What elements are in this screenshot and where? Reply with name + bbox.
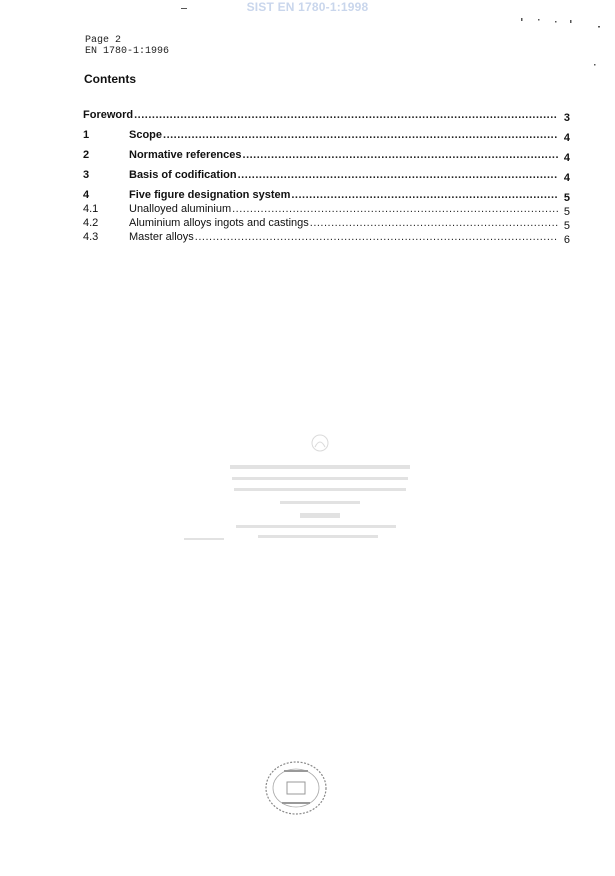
- standard-reference: EN 1780-1:1996: [85, 46, 170, 57]
- round-seal-stamp: [262, 758, 334, 820]
- toc-leader-dots: [232, 203, 558, 215]
- toc-leader-dots: [243, 149, 558, 161]
- toc-entry-page: 4: [563, 152, 570, 164]
- toc-entry-basis-of-codification: [83, 167, 570, 184]
- toc-entry-title: Normative references: [129, 149, 242, 161]
- faint-stamp-imprint: [170, 425, 430, 555]
- toc-entry-scope: [83, 127, 570, 144]
- toc-entry-alloys-ingots-castings: [83, 215, 570, 232]
- toc-entry-page: 5: [563, 206, 570, 218]
- toc-leader-dots: [238, 169, 558, 181]
- toc-leader-dots: [163, 129, 558, 141]
- toc-entry-master-alloys: [83, 229, 570, 246]
- toc-entry-page: 4: [563, 172, 570, 184]
- toc-leader-dots: [310, 217, 558, 229]
- toc-entry-number: 3: [83, 169, 90, 181]
- toc-entry-title: Five figure designation system: [129, 189, 291, 201]
- toc-entry-normative-references: [83, 147, 570, 164]
- contents-heading: Contents: [84, 72, 136, 86]
- toc-entry-title: Unalloyed aluminium: [129, 203, 232, 215]
- toc-entry-page: 5: [563, 220, 570, 232]
- toc-leader-dots: [134, 109, 558, 121]
- toc-entry-page: 5: [563, 192, 570, 204]
- page-header: [85, 35, 169, 57]
- toc-entry-title: Aluminium alloys ingots and castings: [129, 217, 309, 229]
- toc-entry-page: 4: [563, 132, 570, 144]
- toc-entry-number: 2: [83, 149, 90, 161]
- toc-entry-five-figure-designation: [83, 187, 570, 204]
- toc-leader-dots: [195, 231, 558, 243]
- toc-entry-number: 4.3: [83, 231, 99, 243]
- toc-entry-page: 3: [563, 112, 570, 124]
- toc-entry-number: 4: [83, 189, 90, 201]
- toc-entry-title: Scope: [129, 129, 163, 141]
- toc-entry-number: 1: [83, 129, 90, 141]
- toc-entry-unalloyed-aluminium: [83, 201, 570, 218]
- toc-entry-title: Master alloys: [129, 231, 194, 243]
- toc-entry-number: 4.2: [83, 217, 99, 229]
- page-number: Page 2: [85, 35, 122, 46]
- watermark-title: SIST EN 1780-1:1998: [246, 0, 369, 14]
- toc-entry-foreword: [83, 107, 570, 124]
- toc-entry-title: Basis of codification: [129, 169, 237, 181]
- toc-entry-page: 6: [563, 234, 570, 246]
- toc-entry-title: Foreword: [83, 109, 134, 121]
- toc-leader-dots: [291, 189, 558, 201]
- toc-entry-number: 4.1: [83, 203, 99, 215]
